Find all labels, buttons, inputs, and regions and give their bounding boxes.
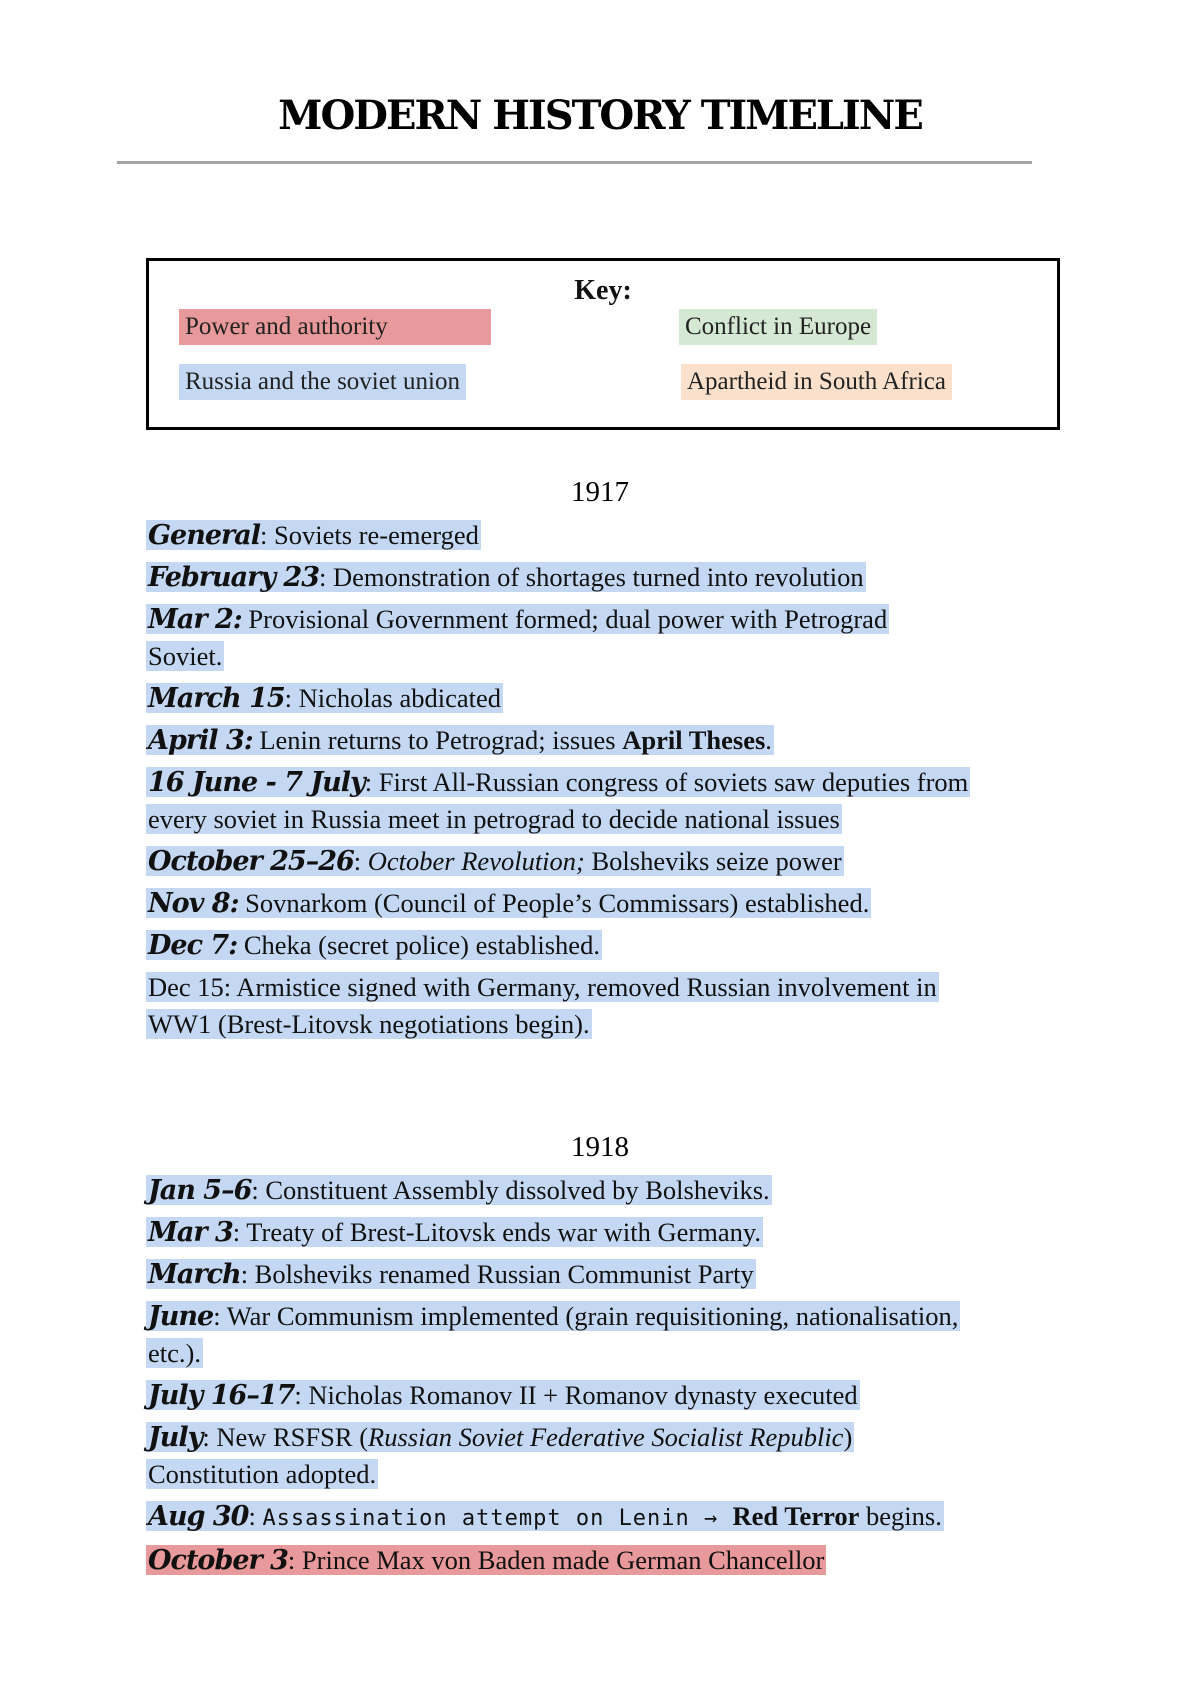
entry-text: Dec 15: Armistice signed with Germany, removed Russian involvement in WW1 (Brest-Litovsk negotiations begin). — [148, 972, 937, 1039]
timeline-entry — [146, 680, 1076, 717]
key-power-and-authority: Power and authority — [179, 309, 491, 345]
entry-text: : Soviets re-emerged — [260, 520, 479, 550]
key-title: Key: — [574, 275, 632, 306]
entry-date: Aug 30 — [148, 1501, 249, 1532]
entry-date: Mar 2: — [148, 604, 242, 635]
key-russia-and-soviet-union: Russia and the soviet union — [179, 364, 466, 400]
entry-date: March 15 — [148, 683, 285, 714]
key-conflict-in-europe: Conflict in Europe — [679, 309, 877, 345]
timeline-entry — [146, 927, 1076, 964]
timeline-entry — [146, 1172, 1076, 1209]
key-apartheid-in-south-africa: Apartheid in South Africa — [681, 364, 952, 400]
timeline-entry — [146, 601, 946, 675]
entry-date: October 25–26 — [148, 846, 354, 877]
entry-text-end: . — [765, 725, 772, 755]
timeline-entry — [146, 1498, 1076, 1537]
page-title: MODERN HISTORY TIMELINE — [278, 92, 922, 139]
entry-date: October 3 — [148, 1545, 288, 1576]
entry-italic-text: Russian Soviet Federative Socialist Republic — [368, 1422, 844, 1452]
timeline-1918 — [146, 1172, 1076, 1584]
entry-date: March — [148, 1259, 241, 1290]
timeline-entry — [146, 722, 1076, 759]
entry-date: Mar 3 — [148, 1217, 233, 1248]
timeline-entry — [146, 559, 1076, 596]
entry-mono-text: Assassination attempt on Lenin → — [262, 1506, 733, 1531]
entry-colon: : — [353, 846, 368, 876]
color-key — [146, 258, 1060, 430]
entry-date: July 16–17 — [148, 1380, 295, 1411]
year-heading-1917: 1917 — [571, 476, 629, 508]
entry-text: : War Communism implemented (grain requisitioning, nationalisation, etc.). — [148, 1301, 959, 1368]
timeline-entry — [146, 1256, 1076, 1293]
timeline-entry — [146, 1542, 1076, 1579]
entry-text: : Bolsheviks renamed Russian Communist Party — [240, 1259, 754, 1289]
timeline-entry — [146, 1377, 1076, 1414]
entry-text: : New RSFSR ( — [202, 1422, 369, 1452]
entry-text-end: begins. — [859, 1501, 942, 1531]
entry-text: Cheka (secret police) established. — [237, 930, 600, 960]
entry-bold-text: April Theses — [622, 725, 766, 755]
entry-date: July — [148, 1422, 203, 1453]
entry-date: Nov 8: — [148, 888, 239, 919]
timeline-1917 — [146, 517, 1076, 1048]
entry-date: Dec 7: — [148, 930, 238, 961]
entry-text: Lenin returns to Petrograd; issues — [252, 725, 623, 755]
timeline-entry — [146, 885, 1076, 922]
title-divider — [117, 161, 1032, 164]
entry-date: Jan 5–6 — [148, 1175, 252, 1206]
timeline-entry — [146, 1419, 986, 1493]
timeline-entry — [146, 517, 1076, 554]
timeline-entry — [146, 1298, 976, 1372]
entry-text: : Nicholas abdicated — [284, 683, 501, 713]
entry-date: General — [148, 520, 261, 551]
entry-date: June — [148, 1301, 214, 1332]
entry-text: Bolsheviks seize power — [584, 846, 842, 876]
entry-text: : Nicholas Romanov II + Romanov dynasty executed — [294, 1380, 858, 1410]
entry-text: : Demonstration of shortages turned into revolution — [319, 562, 864, 592]
entry-date: April 3: — [148, 725, 253, 756]
entry-bold-text: Red Terror — [732, 1501, 860, 1531]
entry-date: 16 June - 7 July — [148, 767, 365, 798]
entry-text: : Treaty of Brest-Litovsk ends war with Germany. — [232, 1217, 761, 1247]
year-heading-1918: 1918 — [571, 1131, 629, 1163]
entry-text: Sovnarkom (Council of People’s Commissars) established. — [238, 888, 870, 918]
timeline-entry — [146, 843, 1076, 880]
entry-date: February 23 — [148, 562, 319, 593]
timeline-entry — [146, 969, 946, 1043]
timeline-entry — [146, 1214, 1076, 1251]
timeline-entry — [146, 764, 1026, 838]
entry-text: : First All-Russian congress of soviets saw deputies from every soviet in Russia meet in petrograd to decide national issues — [148, 767, 969, 834]
entry-text: : Prince Max von Baden made German Chancellor — [287, 1545, 825, 1575]
entry-text-end: ) Constitution adopted. — [148, 1422, 853, 1489]
entry-text: : — [248, 1501, 263, 1531]
entry-text: Provisional Government formed; dual power with Petrograd Soviet. — [148, 604, 888, 671]
entry-text: : Constituent Assembly dissolved by Bolsheviks. — [251, 1175, 770, 1205]
entry-italic-text: October Revolution; — [367, 846, 585, 876]
